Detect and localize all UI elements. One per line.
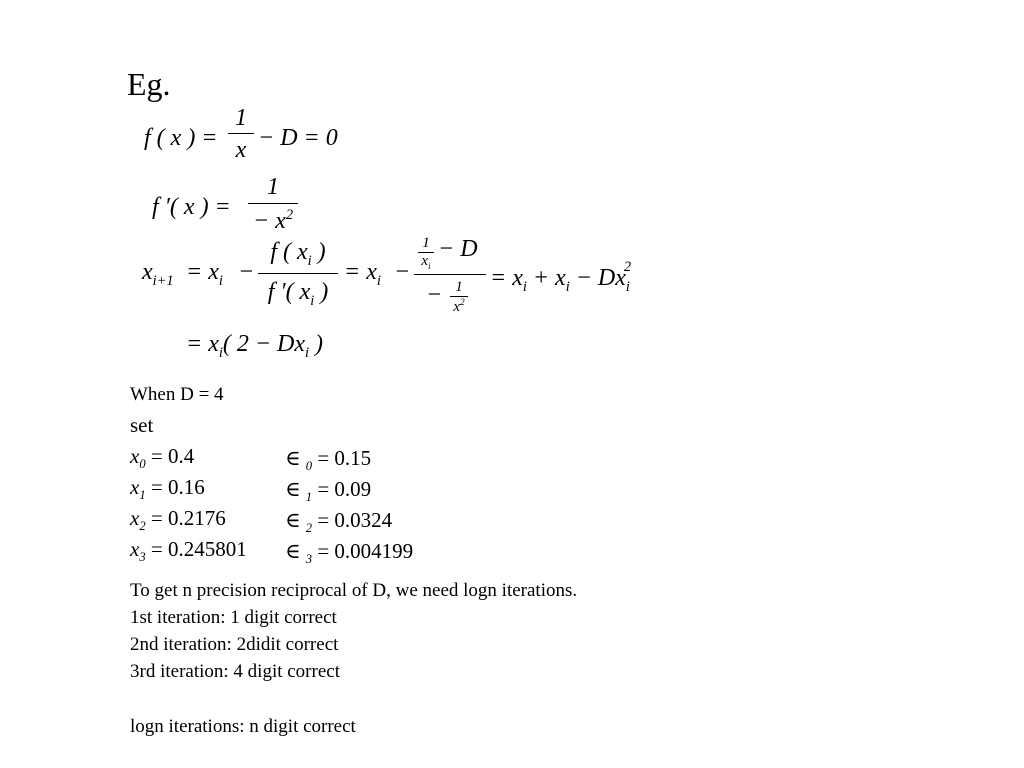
eq3-eq2-xi: = $x_i$ — [344, 259, 381, 289]
eq3-frac1-numerator: f ( $x_i$ ) — [270, 239, 326, 269]
element-of-icon: ∈ — [285, 539, 301, 563]
eq1-rhs: − D = 0 — [258, 125, 338, 151]
eq1-numerator: 1 — [235, 105, 247, 131]
logn-iterations-note: logn iterations: n digit correct — [130, 716, 356, 737]
eq3-frac2-den-small-num: 1 — [455, 279, 463, 295]
iteration-3-note: 3rd iteration: 4 digit correct — [130, 661, 340, 682]
precision-note: To get n precision reciprocal of D, we need logn iterations. — [130, 580, 578, 601]
eq3-frac2-num-small-num: 1 — [422, 235, 430, 251]
eq3-frac1-denominator: f ′( $x_i$ ) — [267, 279, 329, 309]
eq3-eq-xi: = $x_i$ — [186, 259, 223, 289]
slide-title: Eg. — [127, 66, 171, 102]
eq3-fraction-2 — [414, 234, 486, 318]
eq3-frac2-den-small-bar — [450, 296, 468, 297]
x0-row: $x_0 = 0.4$ — [130, 444, 195, 472]
eq1-fraction — [228, 106, 254, 162]
element-of-icon: ∈ — [285, 477, 301, 501]
equation-4: = $x_i$( $2 - Dx_i$ ) — [186, 331, 324, 361]
eq3-minus: − — [238, 259, 255, 285]
eq2-denominator: − $x^2$ — [252, 207, 294, 234]
eq2-numerator: 1 — [267, 174, 279, 200]
eq3-frac2-bar — [414, 274, 486, 275]
eq3-fraction-1 — [258, 240, 338, 308]
x3-row: $x_3 = 0.245801$ — [130, 537, 247, 565]
when-d-text: When D = 4 — [130, 384, 224, 405]
iteration-1-note: 1st iteration: 1 digit correct — [130, 607, 337, 628]
eq3-minus-2: − — [394, 259, 411, 285]
eq3-frac2-num-small-den: $x_i$ — [421, 253, 431, 271]
x2-row: $x_2 = 0.2176$ — [130, 506, 226, 534]
element-of-icon: ∈ — [285, 446, 301, 470]
eq3-rhs: = $x_i + x_i - Dx_i^2$ — [490, 259, 632, 295]
eq3-frac2-num-tail: − D — [438, 236, 478, 262]
e3-row: ∈ $_3$ = 0.004199 — [285, 539, 414, 567]
eq3-lhs: $x_{i+1}$ — [142, 259, 174, 289]
eq1-lhs: f ( x ) = — [144, 125, 218, 151]
e2-row: ∈ $_2$ = 0.0324 — [285, 508, 393, 536]
eq2-lhs: f ′( x ) = — [152, 194, 231, 220]
eq1-denominator: x — [235, 137, 247, 163]
eq1-fraction-bar — [228, 133, 254, 134]
e0-row: ∈ $_0$ = 0.15 — [285, 446, 372, 474]
eq3-frac2-den-small-fraction — [450, 280, 468, 315]
eq3-frac2-den-minus: − — [426, 282, 443, 308]
iteration-2-note: 2nd iteration: 2didit correct — [130, 634, 339, 655]
eq3-frac2-num-small-fraction — [418, 236, 434, 271]
eq3-frac1-bar — [258, 273, 338, 274]
e1-row: ∈ $_1$ = 0.09 — [285, 477, 372, 505]
eq2-fraction-bar — [248, 203, 298, 204]
eq2-fraction — [248, 175, 298, 233]
element-of-icon: ∈ — [285, 508, 301, 532]
x1-row: $x_1 = 0.16$ — [130, 475, 205, 503]
set-text: set — [130, 413, 154, 437]
eq3-frac2-den-small-den: $x^2$ — [453, 297, 465, 315]
